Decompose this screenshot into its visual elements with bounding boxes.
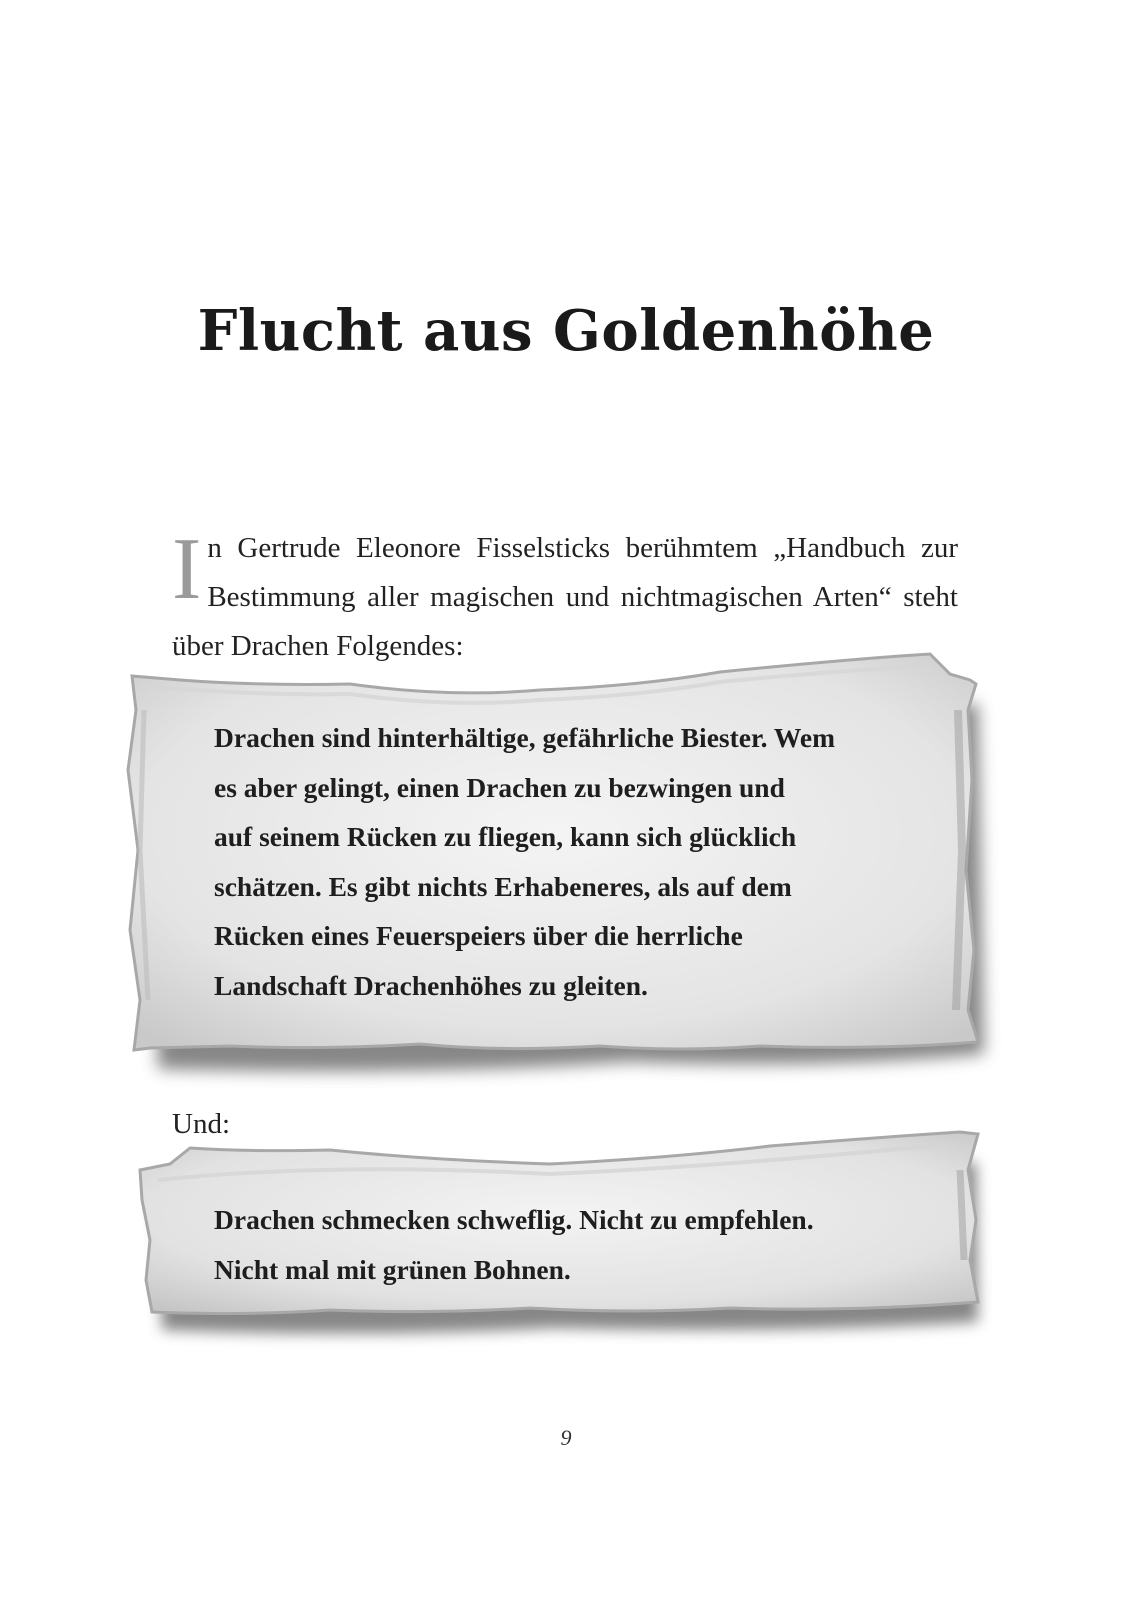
quote-2-text: Drachen schmecken schweflig. Nicht zu empfehlen. Nicht mal mit grünen Bohnen. xyxy=(214,1204,814,1285)
intro-paragraph xyxy=(172,521,958,671)
quote-1-text: Drachen sind hinterhältige, gefährliche Biester. Wem es aber gelingt, einen Drachen zu bezwingen und auf seinem Rücken zu fliegen, kann sich glücklich schätzen. Es gibt nichts Erhabeneres, als auf dem Rücken eines Feuerspeiers über die herrliche Landschaft Drachenhöhes zu gleiten. xyxy=(214,722,835,1001)
intro-text: n Gertrude Eleonore Fisselsticks berühmtem „Handbuch zur Bestimmung aller magischen und nichtmagischen Arten“ steht über Drachen Folgendes: xyxy=(172,532,958,662)
parchment-quote-1 xyxy=(120,650,990,1090)
drop-cap: I xyxy=(172,521,202,618)
page-number: 9 xyxy=(560,1425,572,1450)
connector-text: Und: xyxy=(172,1108,230,1140)
parchment-quote-2 xyxy=(130,1130,990,1350)
chapter-title: Flucht aus Goldenhöhe xyxy=(197,298,935,364)
